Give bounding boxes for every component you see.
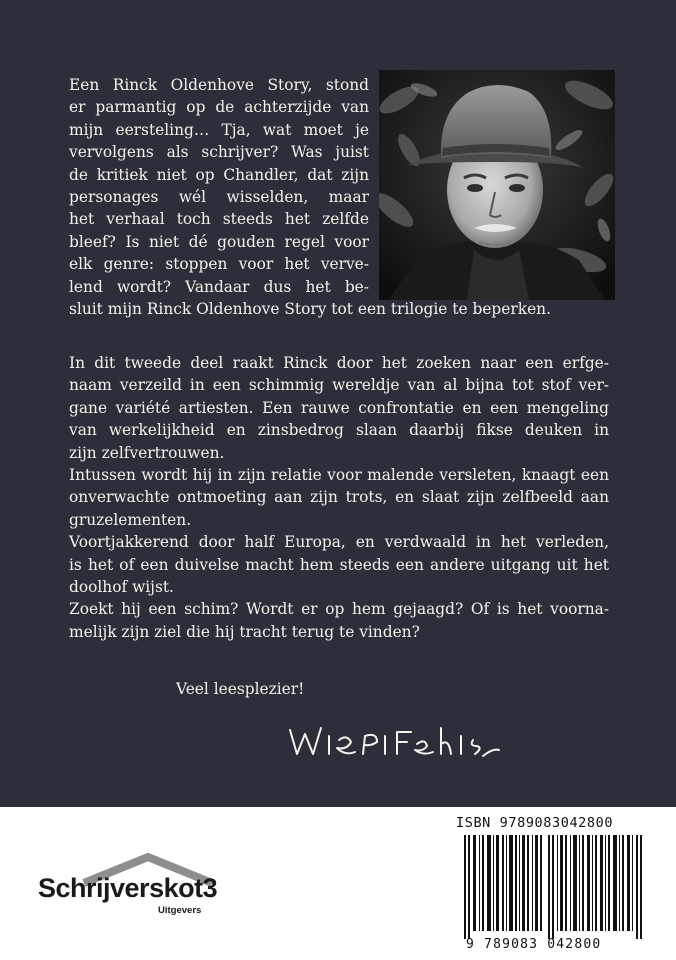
blurb-line: bleef? Is niet dé gouden regel voor — [69, 232, 369, 251]
blurb-line: er parmantig op de achterzijde van — [69, 98, 369, 117]
blurb-paragraph-2 — [69, 352, 609, 643]
blurb-line: Zoekt hij een schim? Wordt er op hem gejaagd? Of is het voorna- — [69, 600, 609, 619]
blurb-line: Een Rinck Oldenhove Story, stond — [69, 76, 369, 94]
blurb-line: Voortjakkerend door half Europa, en verdwaald in het verleden, — [69, 533, 609, 552]
publisher-sub: Uitgevers — [158, 905, 202, 916]
author-photo — [379, 70, 615, 300]
blurb-line: het verhaal toch steeds het zelfde — [69, 210, 369, 229]
blurb-line: zijn zelfvertrouwen. — [69, 443, 225, 462]
closing-line: Veel leesplezier! — [176, 680, 305, 698]
isbn-label: ISBN 9789083042800 — [456, 815, 614, 831]
blurb-line: onverwachte ontmoeting aan zijn trots, en slaat zijn zelfbeeld aan — [69, 488, 609, 507]
blurb-line: gane variété artiesten. Een rauwe confrontatie en een mengeling — [69, 398, 609, 417]
barcode-digits: 9 789083 042800 — [466, 937, 602, 952]
blurb-line: mijn eersteling… Tja, wat moet je — [69, 120, 369, 139]
blurb-line: elk genre: stoppen voor het verve- — [69, 255, 369, 274]
blurb-line: melijk zijn ziel die hij tracht terug te vinden? — [69, 622, 420, 641]
isbn-barcode — [454, 815, 650, 955]
blurb-line: naam verzeild in een schimmig wereldje van al bijna tot stof ver- — [69, 376, 609, 395]
blurb-line: vervolgens als schrijver? Was juist — [69, 143, 369, 162]
barcode-bars — [460, 835, 644, 939]
author-signature — [285, 718, 505, 772]
publisher-logo — [38, 853, 258, 933]
blurb-line: doolhof wijst. — [69, 578, 174, 597]
blurb-line: lend wordt? Vandaar dus het be- — [69, 277, 369, 296]
blurb-line: personages wél wisselden, maar — [69, 188, 369, 207]
blurb-line: is het of een duivelse macht hem steeds een andere uitgang uit het — [69, 555, 609, 574]
blurb-line: sluit mijn Rinck Oldenhove Story tot een trilogie te beperken. — [69, 300, 551, 319]
blurb-line: van werkelijkheid en zinsbedrog slaan daarbij fikse deuken in — [69, 421, 609, 440]
blurb-line: gruzelementen. — [69, 510, 192, 529]
blurb-line: Intussen wordt hij in zijn relatie voor malende versleten, knaagt een — [69, 466, 609, 485]
blurb-line: In dit tweede deel raakt Rinck door het zoeken naar een erfge- — [69, 354, 609, 372]
publisher-name: Schrijverskot3 — [38, 873, 218, 903]
blurb-line: de kritiek niet op Chandler, dat zijn — [69, 165, 369, 184]
